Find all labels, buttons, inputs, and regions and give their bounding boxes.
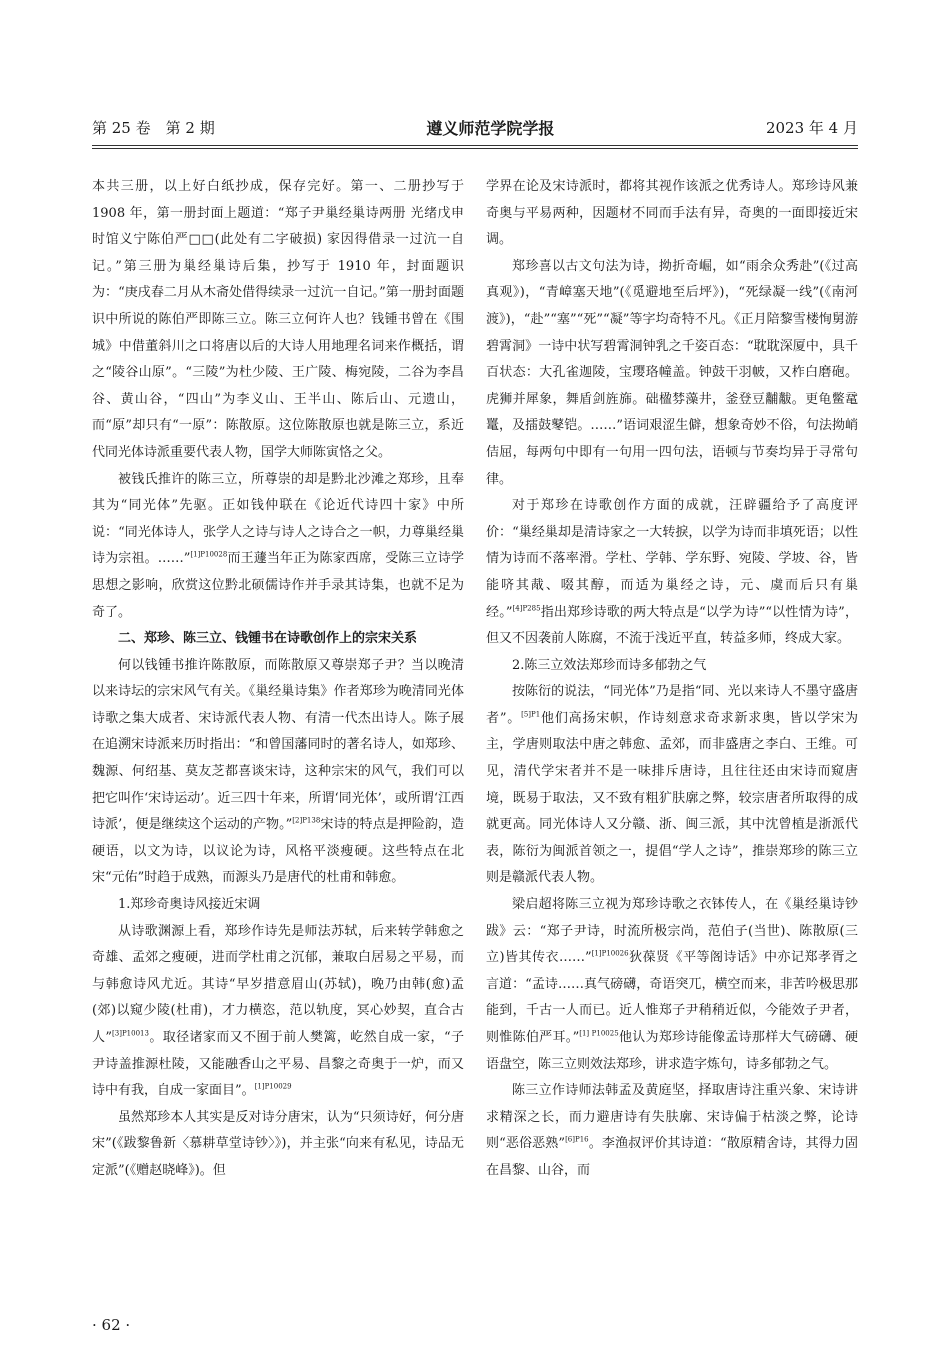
paragraph: 何以钱锺书推许陈散原，而陈散原又尊崇郑子尹？当以晚清以来诗坛的宗宋风气有关。《巢经巢诗集》作者郑珍为晚清同光体诗歌之集大成者、宋诗派代表人物、有清一代杰出诗人。陈子展在追溯宋诗派来历时指出：“和曾国藩同时的著名诗人，如郑珍、魏源、何绍基、莫友芝都喜谈宋诗，这种宗宋的风气，我们可以把它叫作‘宋诗运动’。近三四十年来，所谓‘同光体’，或所谓‘江西诗派’，便是继续这个运动的产物。”$^{[2]P138}$宋诗的特点是押险韵，造硬语，以文为诗，以议论为诗，风格平淡瘦硬。这些特点在北宋“元佑”时趋于成熟，而源头乃是唐代的杜甫和韩愈。 (92, 657, 464, 886)
running-header (92, 112, 858, 142)
paragraph: 按陈衍的说法，“同光体”乃是指“同、光以来诗人不墨守盛唐者”。$^{[5]P1}$他们高扬宋帜，作诗刻意求奇求新求奥，皆以学宋为主，学唐则取法中唐之韩愈、孟郊，而非盛唐之李白、王维。可见，清代学宋者并不是一味排斥唐诗，且往往还由宋诗而窥唐境，既易于取法，又不致有粗犷肤廓之弊，较宗唐者所取得的成就更高。同光体诗人又分赣、浙、闽三派，其中沈曾植是浙派代表，陈衍为闽派首领之一，提倡“学人之诗”，推崇郑珍的陈三立则是赣派代表人物。 (486, 684, 858, 886)
section-heading: 二、郑珍、陈三立、钱锺书在诗歌创作上的宗宋关系 (118, 631, 418, 647)
paragraph: 陈三立作诗师法韩孟及黄庭坚，择取唐诗注重兴象、宋诗讲求精深之长，而力避唐诗有失肤廓、宋诗偏于枯淡之弊，论诗则“恶俗恶熟”$^{[6]P16}$。李渔叔评价其诗道：“散原精舍诗，其得力固在昌黎、山谷，而 (486, 1083, 858, 1178)
paragraph: 从诗歌渊源上看，郑珍作诗先是师法苏轼，后来转学韩愈之奇雄、孟郊之瘦硬，进而学杜甫之沉郁，兼取白居易之平易，而与韩愈诗风尤近。其诗“早岁措意眉山(苏轼)，晚乃由韩(愈)孟(郊)以窥少陵(杜甫)，才力横恣，范以轨度，冥心妙契，直合古人”$^{[3]P10013}$。取径诸家而又不囿于前人樊篱，屹然自成一家，“子尹诗盖推源杜陵，又能融香山之平易、昌黎之奇奥于一炉，而又诗中有我，自成一家面目”。$^{[1]P10029}$ (92, 923, 464, 1099)
citation: [1]P10029 (254, 1082, 292, 1091)
left-column (92, 174, 464, 1289)
citation: [3]P10013 (112, 1029, 149, 1038)
paragraph: 学界在论及宋诗派时，都将其视作该派之优秀诗人。郑珍诗风兼奇奥与平易两种，因题材不同而手法有异，奇奥的一面即接近宋调。 (486, 179, 858, 248)
paragraph: 梁启超将陈三立视为郑珍诗歌之衣钵传人，在《巢经巢诗钞跋》云：“郑子尹诗，时流所极宗尚，范伯子(当世)、陈散原(三立)皆其传衣……”$^{[1]P10026}$狄葆贤《平等阁诗话》中亦记郑孝胥之言道：“孟诗……真气磅礴，奇语突兀，横空而来，非苦吟极思那能到，千古一人而已。近人惟郑子尹稍稍近似，今能效子尹者，则惟陈伯严耳。”$^{[1] P10025}$他认为郑珍诗能像孟诗那样大气磅礴、硬语盘空，陈三立则效法郑珍，讲求造字炼句，诗多郁勃之气。 (486, 897, 858, 1072)
citation: [5]P1 (521, 710, 541, 719)
paragraph: 郑珍喜以古文句法为诗，拗折奇崛，如“雨余众秀赴”(《过高真观》)，“青嶂塞天地”(《觅避地至后坪》)，“死绿凝一线”(《南河渡》)，“赴”“塞”“死”“凝”等字均奇特不凡。《正月陪黎雪楼恂舅游碧霄洞》一诗中状写碧霄洞钟乳之千姿百态：“耽耽深厦中，具千百状态：大孔雀迦陵，宝璎珞幢盖。钟鼓干羽帔，又柞白磨砲。虎狮并犀象，舞盾剑旌旆。础楹棼藻井，釜登豆黼黻。更龟鳖鼋鼍，及擂鼓鼕铠。……”语词艰涩生僻，想象奇妙不俗，句法拗峭佶屈，每两句中即有一句用一四句法，语顿与节奏均异于寻常句律。 (486, 258, 858, 487)
citation: [1]P10028 (190, 550, 228, 559)
header-rule-top (92, 145, 858, 146)
header-rule-bottom (92, 148, 858, 149)
right-column (486, 174, 858, 1289)
citation: [4]P285 (512, 604, 541, 613)
citation: [2]P138 (292, 816, 321, 825)
page-number: · 62 · (92, 1316, 131, 1334)
citation: [6]P16 (565, 1136, 589, 1145)
journal-title: 遵义师范学院学报 (426, 118, 555, 138)
publication-date: 2023 年 4 月 (765, 118, 858, 137)
paragraph: 被钱氏推许的陈三立，所尊崇的却是黔北沙滩之郑珍，且奉其为“同光体”先驱。正如钱仲联在《论近代诗四十家》中所说：“同光体诗人，张学人之诗与诗人之诗合之一帜，力尊巢经巢诗为宗祖。……”$^{[1]P10028}$而王蘧当年正为陈家西席，受陈三立诗学思想之影响，欣赏这位黔北硕儒诗作并手录其诗集，也就不足为奇了。 (92, 471, 464, 620)
paragraph: 虽然郑珍本人其实是反对诗分唐宋，认为“只须诗好，何分唐宋”(《跋黎鲁新〈慕耕草堂诗钞〉》)，并主张“向来有私见，诗品无定派”(《赠赵晓峰》)。但 (92, 1109, 464, 1178)
paragraph: 对于郑珍在诗歌创作方面的成就，汪辟疆给予了高度评价：“巢经巢却是清诗家之一大转捩，以学为诗而非填死语；以性情为诗而不落率滑。学杜、学韩、学东野、宛陵、学坡、谷，皆能哜其胾、啜其醇，而适为巢经之诗，元、虞而后只有巢经。”$^{[4]P285}$指出郑珍诗歌的两大特点是“以学为诗”“以性情为诗”，但又不因袭前人陈腐，不流于浅近平直，转益多师，终成大家。 (486, 498, 858, 647)
volume-issue: 第 25 卷 第 2 期 (92, 118, 215, 137)
citation: [1]P10026 (591, 949, 629, 958)
paragraph: 本共三册，以上好白纸抄成，保存完好。第一、二册抄写于 1908 年，第一册封面上题道：“郑子尹巢经巢诗两册 光绪戊申时馆义宁陈伯严□□(此处有二字破损) 家因得借录一过沆一自记。”第三册为巢经巢诗后集，抄写于 1910 年，封面题识为：“庚戌春二月从木斋处借得续录一过沆一自记。”第一册封面题识中所说的陈伯严即陈三立。陈三立何许人也？钱锺书曾在《围城》中借董斜川之口将唐以后的大诗人用地理名词来作概括，谓之“陵谷山原”。“三陵”为杜少陵、王广陵、梅宛陵，二谷为李昌谷、黄山谷，“四山”为李义山、王半山、陈后山、元遗山，而“原”却只有“一原”：陈散原。这位陈散原也就是陈三立，系近代同光体诗派重要代表人物，国学大师陈寅恪之父。 (92, 179, 464, 460)
subsection-heading: 2.陈三立效法郑珍而诗多郁勃之气 (512, 657, 707, 673)
citation: [1] P10025 (579, 1029, 619, 1038)
subsection-heading: 1.郑珍奇奥诗风接近宋调 (118, 897, 261, 913)
